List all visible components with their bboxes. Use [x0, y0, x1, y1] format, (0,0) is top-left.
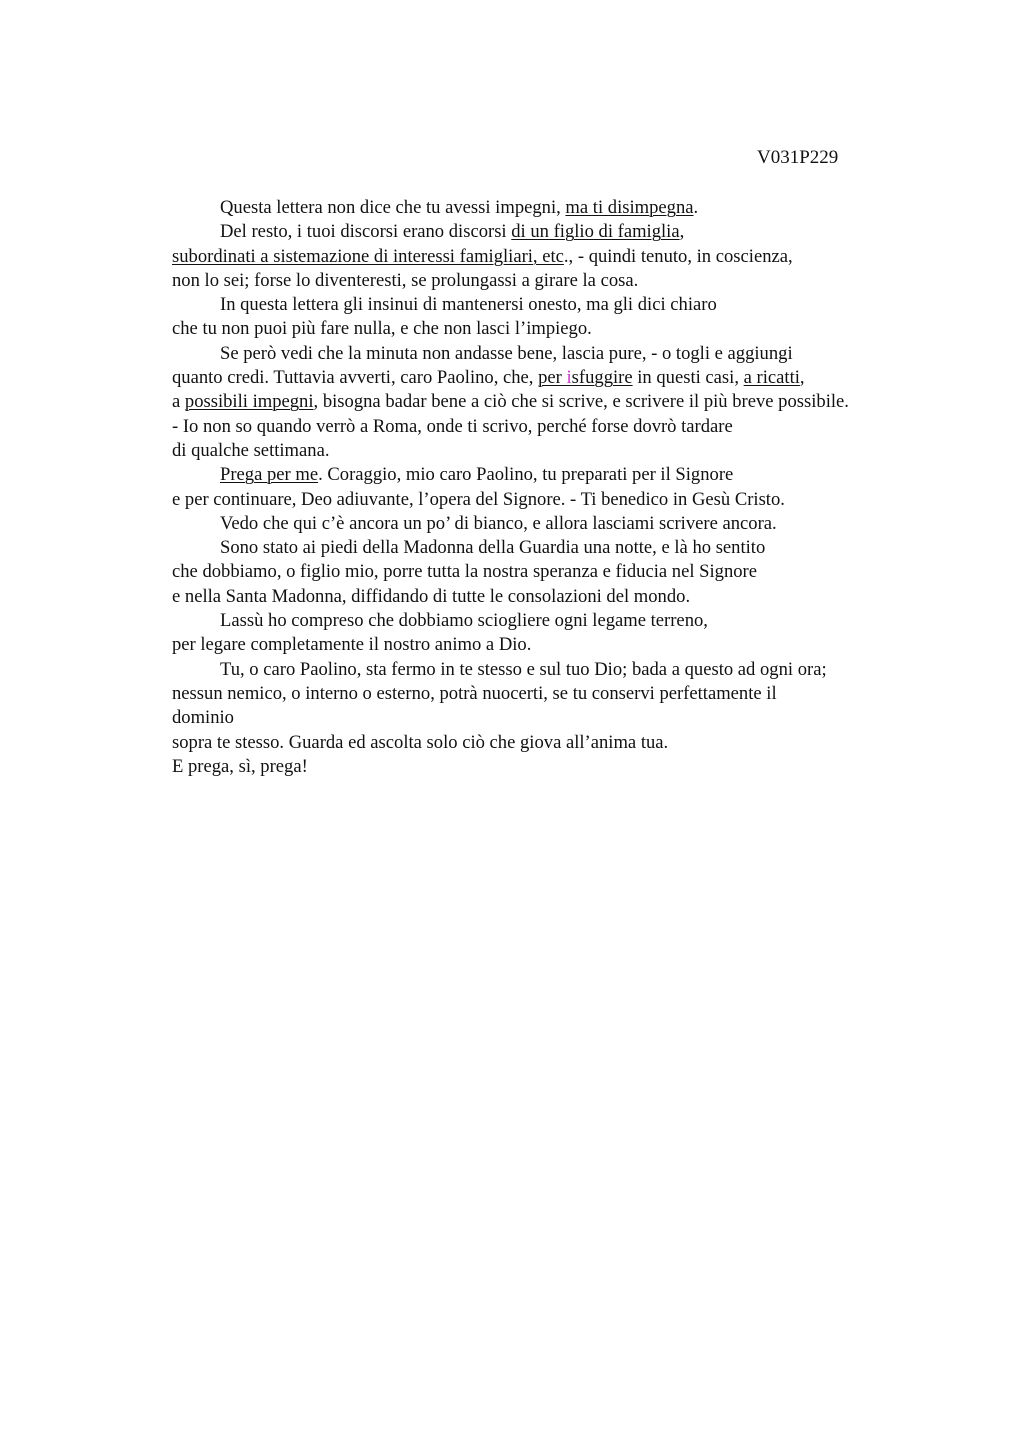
letter-line	[172, 196, 952, 220]
letter-line: Sono stato ai piedi della Madonna della Guardia una notte, e là ho sentito	[220, 537, 766, 559]
text-run: ,	[799, 367, 805, 389]
text-run: ., - quindi tenuto, in coscienza,	[563, 245, 793, 267]
letter-line: nessun nemico, o interno o esterno, potrà nuocerti, se tu conservi perfettamente il	[172, 682, 777, 704]
letter-line: per legare completamente il nostro animo a Dio.	[172, 634, 532, 656]
letter-line	[172, 245, 952, 269]
text-run: , bisogna badar bene a ciò che si scrive, e scrivere il più breve possibile.	[313, 391, 849, 413]
text-run: per	[538, 367, 567, 389]
underlined-text: a ricatti	[743, 367, 800, 389]
page-reference: V031P229	[757, 147, 839, 168]
letter-line: sopra te stesso. Guarda ed ascolta solo ciò che giova all’anima tua.	[172, 731, 669, 753]
underlined-text: Prega per me	[220, 464, 319, 486]
text-run: .	[693, 197, 699, 218]
letter-line	[172, 390, 952, 414]
letter-line: non lo sei; forse lo diventeresti, se prolungassi a girare la cosa.	[172, 269, 639, 291]
letter-line: dominio	[172, 707, 234, 729]
highlighted-letter: i	[566, 367, 572, 389]
letter-line: Vedo che qui c’è ancora un po’ di bianco, e allora lasciami scrivere ancora.	[220, 512, 777, 534]
letter-line: E prega, sì, prega!	[172, 755, 308, 777]
letter-line	[172, 220, 952, 244]
text-run: . Coraggio, mio caro Paolino, tu preparati per il Signore	[318, 464, 734, 486]
letter-line: - Io non so quando verrò a Roma, onde ti scrivo, perché forse dovrò tardare	[172, 415, 733, 437]
underlined-text	[538, 367, 633, 388]
letter-line: che tu non puoi più fare nulla, e che non lasci l’impiego.	[172, 318, 592, 340]
underlined-text: possibili impegni	[184, 391, 314, 413]
letter-body	[172, 196, 952, 779]
letter-line: Lassù ho compreso che dobbiamo sciogliere ogni legame terreno,	[220, 610, 708, 632]
letter-line: In questa lettera gli insinui di mantenersi onesto, ma gli dici chiaro	[220, 294, 717, 316]
letter-line	[172, 366, 952, 390]
letter-line: Se però vedi che la minuta non andasse bene, lascia pure, - o togli e aggiungi	[220, 342, 793, 364]
letter-line	[172, 463, 952, 487]
underlined-text: subordinati a sistemazione di interessi famigliari, etc	[172, 245, 564, 267]
letter-line: che dobbiamo, o figlio mio, porre tutta la nostra speranza e fiducia nel Signore	[172, 561, 758, 583]
letter-line: e per continuare, Deo adiuvante, l’opera del Signore. - Ti benedico in Gesù Cristo.	[172, 488, 785, 510]
text-run: Questa lettera non dice che tu avessi impegni,	[220, 197, 566, 218]
underlined-text: ma ti disimpegna	[565, 197, 694, 218]
text-run: in questi casi,	[632, 367, 744, 389]
text-run: sfuggire	[571, 367, 633, 389]
text-run: a	[172, 391, 185, 413]
letter-line: di qualche settimana.	[172, 439, 330, 461]
text-run: quanto credi. Tuttavia avverti, caro Paolino, che,	[172, 367, 539, 389]
text-run: Del resto, i tuoi discorsi erano discorsi	[220, 221, 512, 243]
text-run: ,	[679, 221, 685, 243]
underlined-text: di un figlio di famiglia	[511, 221, 680, 243]
letter-line: Tu, o caro Paolino, sta fermo in te stesso e sul tuo Dio; bada a questo ad ogni ora;	[220, 658, 827, 680]
letter-line: e nella Santa Madonna, diffidando di tutte le consolazioni del mondo.	[172, 585, 691, 607]
